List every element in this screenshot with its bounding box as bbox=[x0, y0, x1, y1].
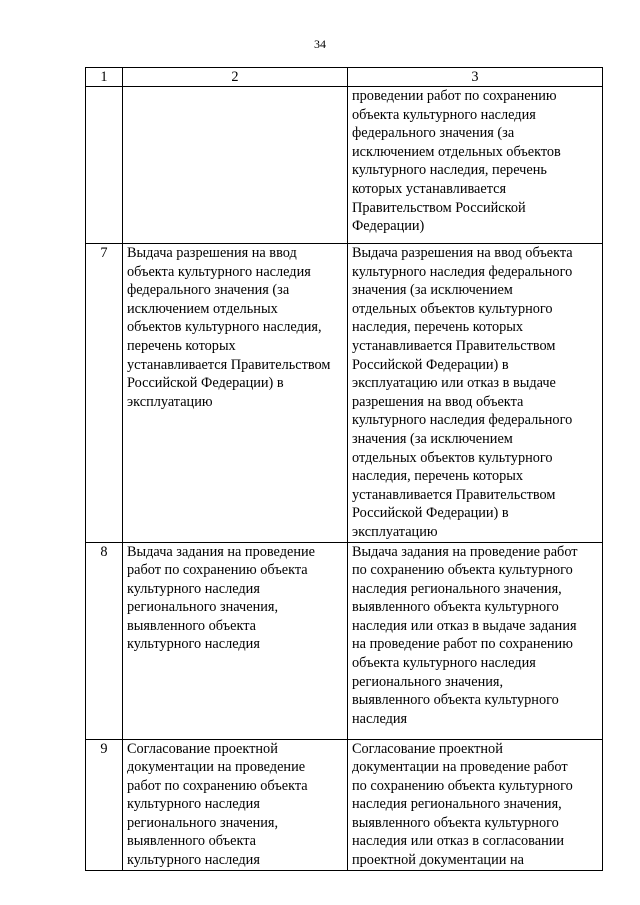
service-name: Выдача задания на проведение работ по сохранению объекта культурного наследия регионального значения, выявленного объекта культурного наследия bbox=[123, 542, 348, 739]
service-result: Выдача задания на проведение работ по сохранению объекта культурного наследия регионального значения, выявленного объекта культурного наследия или отказ в выдаче задания на проведение работ по сохранению объекта культурного наследия регионального значения, выявленного объекта культурного наследия bbox=[348, 542, 603, 739]
header-col-2: 2 bbox=[123, 68, 348, 87]
service-result: проведении работ по сохранению объекта культурного наследия федерального значения (за исключением отдельных объектов культурного наследия, перечень которых устанавливается Правительством Российской Федерации) bbox=[348, 87, 603, 244]
page-number: 34 bbox=[314, 37, 326, 51]
row-number: 7 bbox=[86, 244, 123, 543]
header-col-1: 1 bbox=[86, 68, 123, 87]
table-header-row bbox=[86, 68, 603, 87]
table-row-continuation bbox=[86, 87, 603, 244]
row-number bbox=[86, 87, 123, 244]
table-row-8 bbox=[86, 542, 603, 739]
table-row-9 bbox=[86, 739, 603, 870]
service-result: Согласование проектной документации на проведение работ по сохранению объекта культурного наследия регионального значения, выявленного объекта культурного наследия или отказ в согласовании проектной документации на bbox=[348, 739, 603, 870]
services-table bbox=[85, 67, 603, 871]
row-number: 8 bbox=[86, 542, 123, 739]
service-name bbox=[123, 87, 348, 244]
table-row-7 bbox=[86, 244, 603, 543]
service-name: Согласование проектной документации на проведение работ по сохранению объекта культурного наследия регионального значения, выявленного объекта культурного наследия bbox=[123, 739, 348, 870]
service-result: Выдача разрешения на ввод объекта культурного наследия федерального значения (за исключением отдельных объектов культурного наследия, перечень которых устанавливается Правительством Российской Федерации) в эксплуатацию или отказ в выдаче разрешения на ввод объекта культурного наследия федерального значения (за исключением отдельных объектов культурного наследия, перечень которых устанавливается Правительством Российской Федерации) в эксплуатацию bbox=[348, 244, 603, 543]
row-number: 9 bbox=[86, 739, 123, 870]
service-name: Выдача разрешения на ввод объекта культурного наследия федерального значения (за исключением отдельных объектов культурного наследия, перечень которых устанавливается Правительством Российской Федерации) в эксплуатацию bbox=[123, 244, 348, 543]
header-col-3: 3 bbox=[348, 68, 603, 87]
